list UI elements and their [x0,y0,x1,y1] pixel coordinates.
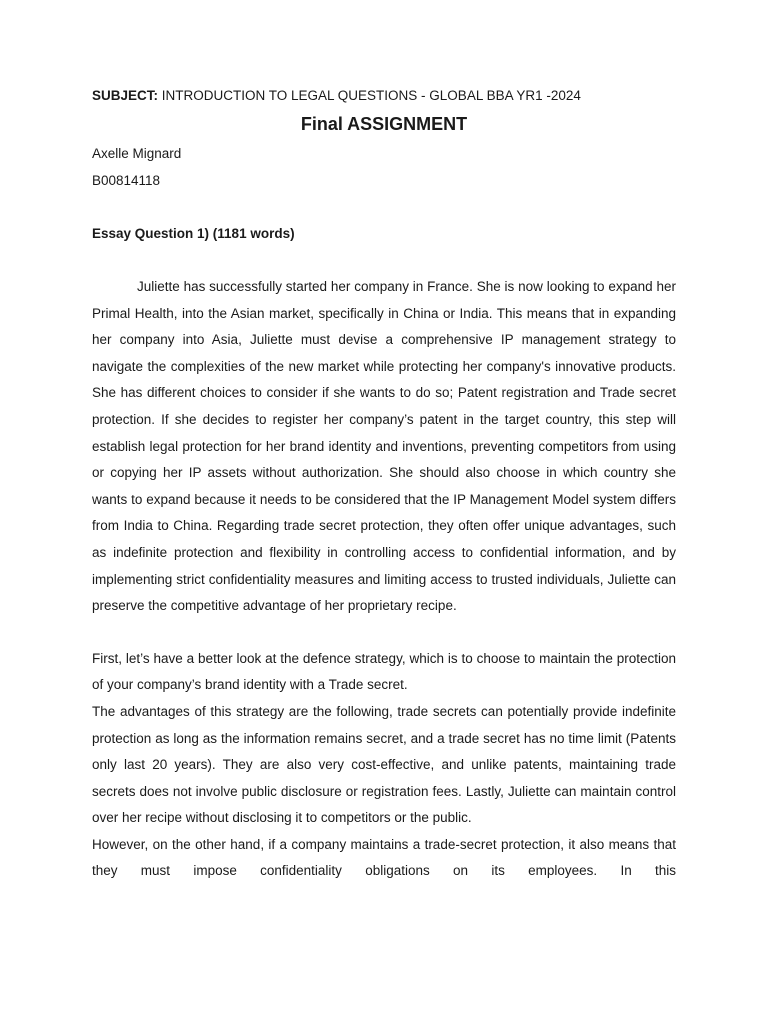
paragraph-disadvantages: However, on the other hand, if a company maintains a trade-secret protection, it also means that they must impose confidentiality obligations on its employees. In this [92,836,676,879]
page-title: Final ASSIGNMENT [300,114,468,134]
paragraph-defence-strategy: First, let’s have a better look at the defence strategy, which is to choose to maintain the protection of your company’s brand identity with a Trade secret. [92,650,676,693]
author-name: Axelle Mignard [92,146,182,161]
paragraph-intro: Juliette has successfully started her company in France. She is now looking to expand her Primal Health, into the Asian market, specifically in China or India. This means that in expanding her company into Asia, Juliette must devise a comprehensive IP management strategy to navigate the complexities of the new market while protecting her company's innovative products. She has different choices to consider if she wants to do so; Patent registration and Trade secret protection. If she decides to register her company’s patent in the target country, this step will establish legal protection for her brand identity and inventions, preventing competitors from using or copying her IP assets without authorization. She should also choose in which country she wants to expand because it needs to be considered that the IP Management Model system differs from India to China. Regarding trade secret protection, they often offer unique advantages, such as indefinite protection and flexibility in controlling access to confidential information, and by implementing strict confidentiality measures and limiting access to trusted individuals, Juliette can preserve the competitive advantage of her proprietary recipe. [92,279,676,614]
student-id: B00814118 [92,173,161,188]
subject-label: SUBJECT: [92,88,159,103]
subject-line [92,86,676,106]
subject-text: INTRODUCTION TO LEGAL QUESTIONS - GLOBAL BBA YR1 -2024 [158,88,581,103]
question-heading: Essay Question 1) (1181 words) [92,226,295,241]
paragraph-advantages: The advantages of this strategy are the following, trade secrets can potentially provide indefinite protection as long as the information remains secret, and a trade secret has no time limit (Patents only last 20 years). They are also very cost-effective, and unlike patents, maintaining trade secrets does not involve public disclosure or registration fees. Lastly, Juliette can maintain control over her recipe without disclosing it to competitors or the public. [92,703,676,826]
